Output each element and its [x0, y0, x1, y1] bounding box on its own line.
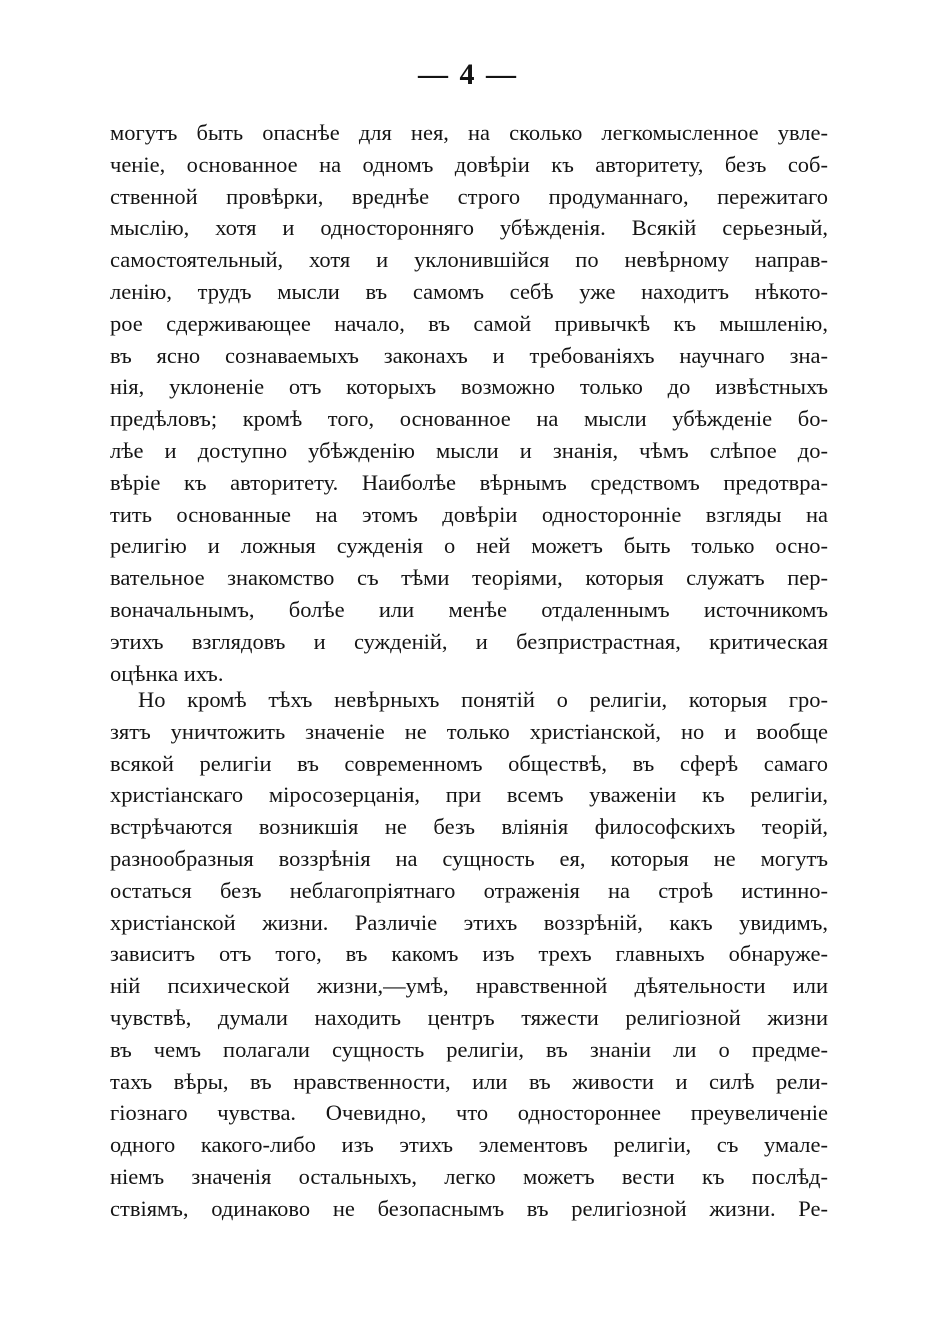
text-line: воначальнымъ, болѣе или менѣе отдаленнымъ источникомъ	[110, 596, 828, 622]
text-line: ніемъ значенія остальныхъ, легко можетъ вести къ послѣд-	[110, 1163, 828, 1189]
text-line: въ ясно сознаваемыхъ законахъ и требованіяхъ научнаго зна-	[110, 342, 828, 368]
text-line: вательное знакомство съ тѣми теоріями, которыя служатъ пер-	[110, 565, 828, 591]
text-line: вѣріе къ авторитету. Наиболѣе вѣрнымъ средствомъ предотвра-	[110, 469, 828, 495]
text-line: христіанской жизни. Различіе этихъ воззрѣній, какъ увидимъ,	[110, 909, 828, 935]
text-line: рое сдерживающее начало, въ самой привычкѣ къ мышленію,	[110, 310, 828, 336]
text-line: лѣе и доступно убѣжденію мысли и знанія, чѣмъ слѣпое до-	[110, 437, 828, 463]
text-line: религію и ложныя сужденія о ней можетъ быть только осно-	[110, 533, 828, 559]
text-line: мыслію, хотя и односторонняго убѣжденія. Всякій серьезный,	[110, 215, 828, 241]
text-line: самостоятельный, хотя и уклонившійся по невѣрному направ-	[110, 247, 828, 273]
text-line: зятъ уничтожить значеніе не только христіанской, но и вообще	[110, 718, 828, 744]
text-line: оцѣнка ихъ.	[110, 660, 224, 686]
text-line: одного какого-либо изъ этихъ элементовъ религіи, съ умале-	[110, 1132, 828, 1158]
text-line: гіознаго чувства. Очевидно, что одностороннее преувеличеніе	[110, 1100, 828, 1126]
text-line: зависитъ отъ того, въ какомъ изъ трехъ главныхъ обнаруже-	[110, 941, 828, 967]
paragraph-1	[110, 117, 828, 689]
text-line: встрѣчаются возникшія не безъ вліянія философскихъ теорій,	[110, 814, 828, 840]
text-line: ствіямъ, одинаково не безопаснымъ въ религіозной жизни. Ре-	[110, 1195, 828, 1221]
text-line: чувствѣ, думали находить центръ тяжести религіозной жизни	[110, 1004, 828, 1030]
text-line: всякой религіи въ современномъ обществѣ, въ сферѣ самаго	[110, 750, 828, 776]
paragraph-2	[110, 684, 828, 1225]
text-line: тить основанные на этомъ довѣріи односторонніе взгляды на	[110, 501, 828, 527]
text-line: христіанскаго міросозерцанія, при всемъ уваженіи къ религіи,	[110, 782, 828, 808]
text-line: ній психической жизни,—умѣ, нравственной дѣятельности или	[110, 973, 828, 999]
text-line: въ чемъ полагали сущность религіи, въ знаніи ли о предме-	[110, 1036, 828, 1062]
text-line: нія, уклоненіе отъ которыхъ возможно только до извѣстныхъ	[110, 374, 828, 400]
text-line: тахъ вѣры, въ нравственности, или въ живости и силѣ рели-	[110, 1068, 828, 1094]
text-line: Но кромѣ тѣхъ невѣрныхъ понятій о религіи, которыя гро-	[138, 687, 828, 712]
page-number: — 4 —	[418, 58, 518, 91]
text-line: предѣловъ; кромѣ того, основанное на мысли убѣжденіе бо-	[110, 406, 828, 432]
text-line: этихъ взглядовъ и сужденій, и безпристрастная, критическая	[110, 628, 828, 654]
text-line: ченіе, основанное на одномъ довѣріи къ авторитету, безъ соб-	[110, 151, 828, 177]
text-line: остаться безъ неблагопріятнаго отраженія на строѣ истинно-	[110, 877, 828, 903]
text-line: разнообразныя воззрѣнія на сущность ея, которыя не могутъ	[110, 845, 828, 871]
text-line: могутъ быть опаснѣе для нея, на сколько легкомысленное увле-	[110, 120, 828, 145]
text-line: ленію, трудъ мысли въ самомъ себѣ уже находитъ нѣкото-	[110, 278, 828, 304]
text-line: ственной провѣрки, вреднѣе строго продуманнаго, пережитаго	[110, 183, 828, 209]
